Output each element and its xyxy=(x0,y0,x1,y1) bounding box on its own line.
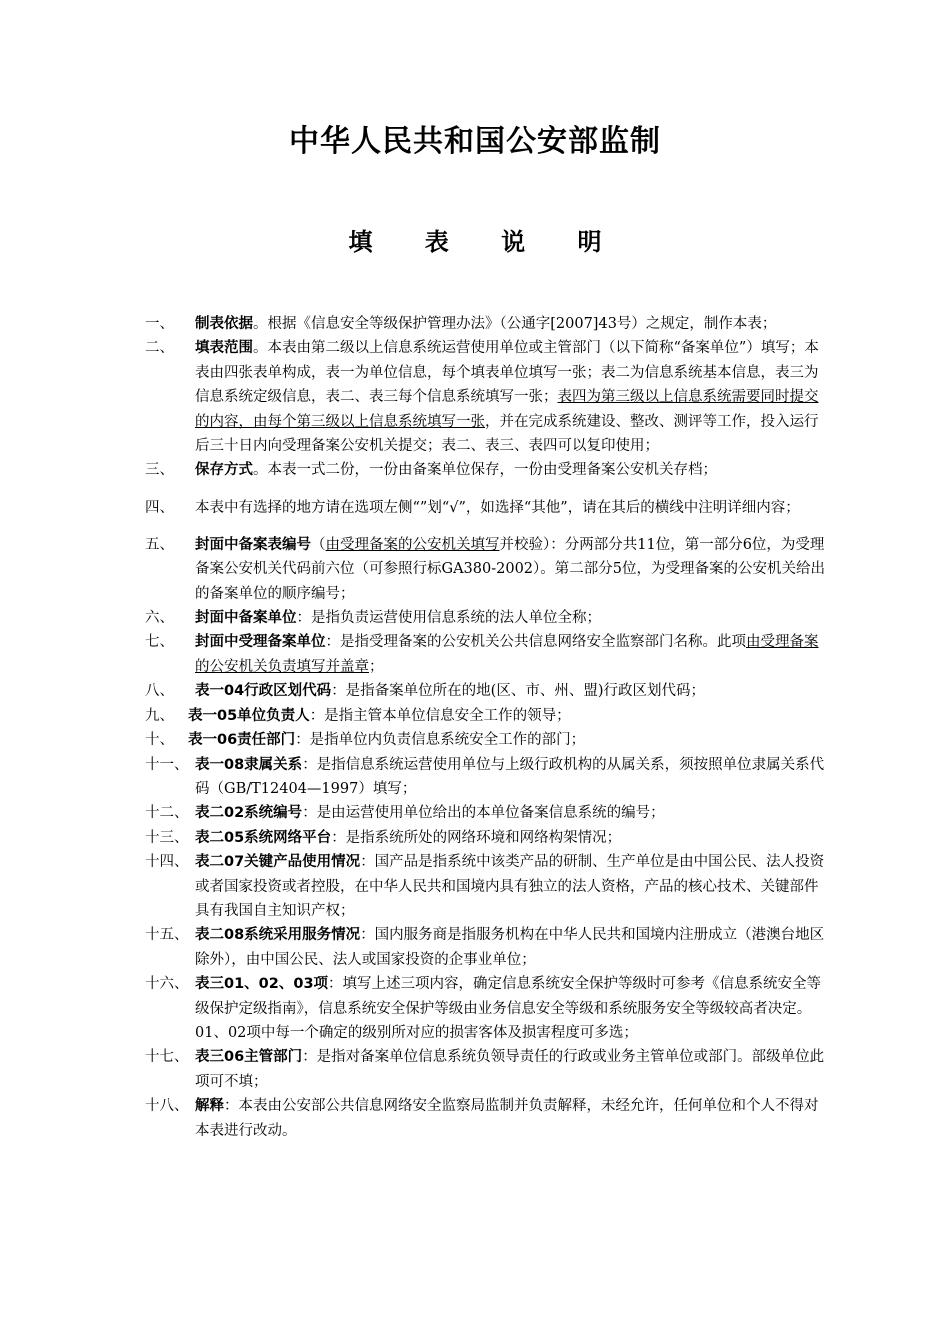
instructions-list xyxy=(145,312,825,1143)
list-item: 八、 表一04行政区划代码：是指备案单位所在的地(区、市、州、盟)行政区划代码； xyxy=(145,683,705,700)
list-item: 九、 表一05单位负责人：是指主管本单位信息安全工作的领导； xyxy=(145,707,571,724)
page-header: 中华人民共和国公安部监制 xyxy=(289,124,661,159)
page-title: 填 表 说 明 xyxy=(348,227,624,256)
list-item: 五、 封面中备案表编号（由受理备案的公安机关填写并校验）：分两部分共11位，第一部分6位，为受理备案公安机关代码前六位（可参照行标GA380-2002）。第二部分5位，为受理备案的公安机关给出的备案单位的顺序编号； xyxy=(145,536,826,602)
list-item: 十七、 表三06主管部门：是指对备案单位信息系统负领导责任的行政或业务主管单位或部门。部级单位此项可不填； xyxy=(145,1049,825,1090)
list-item: 四、 本表中有选择的地方请在选项左侧“”划“√”，如选择“其他”，请在其后的横线中注明详细内容； xyxy=(145,499,800,516)
list-item: 十二、 表二02系统编号：是由运营使用单位给出的本单位备案信息系统的编号； xyxy=(145,805,665,822)
list-item: 三、 保存方式。本表一式二份，一份由备案单位保存，一份由受理备案公安机关存档； xyxy=(145,462,717,479)
list-item: 十八、 解释：本表由公安部公共信息网络安全监察局监制并负责解释，未经允许，任何单位和个人不得对本表进行改动。 xyxy=(145,1098,819,1139)
list-item: 十一、 表一08隶属关系：是指信息系统运营使用单位与上级行政机构的从属关系，须按照单位隶属关系代码（GB/T12404—1997）填写； xyxy=(145,756,825,797)
list-item: 十四、 表二07关键产品使用情况：国产品是指系统中该类产品的研制、生产单位是由中国公民、法人投资或者国家投资或者控股，在中华人民共和国境内具有独立的法人资格，产品的核心技术、关键部件具有我国自主知识产权； xyxy=(145,854,825,919)
list-item: 六、 封面中备案单位：是指负责运营使用信息系统的法人单位全称； xyxy=(145,610,601,627)
list-item: 七、 封面中受理备案单位：是指受理备案的公安机关公共信息网络安全监察部门名称。此项由受理备案的公安机关负责填写并盖章； xyxy=(145,634,819,675)
list-item: 十三、 表二05系统网络平台：是指系统所处的网络环境和网络构架情况； xyxy=(145,829,622,846)
list-item: 一、 制表依据。根据《信息安全等级保护管理办法》（公通字[2007]43号）之规定，制作本表； xyxy=(145,316,777,332)
list-item: 十五、 表二08系统采用服务情况：国内服务商是指服务机构在中华人民共和国境内注册成立（港澳台地区除外），由中国公民、法人或国家投资的企事业单位； xyxy=(145,927,825,968)
list-item: 十六、 表三01、02、03项：填写上述三项内容，确定信息系统安全保护等级时可参考《信息系统安全等级保护定级指南》，信息系统安全保护等级由业务信息安全等级和系统服务安全等级较高者决定。01、02项中每一个确定的级别所对应的损害客体及损害程度可多选； xyxy=(145,976,822,1041)
list-item: 十、 表一06责任部门：是指单位内负责信息系统安全工作的部门； xyxy=(145,732,586,749)
list-item: 二、 填表范围。本表由第二级以上信息系统运营使用单位或主管部门（以下简称“备案单位”）填写；本表由四张表单构成，表一为单位信息，每个填表单位填写一张；表二为信息系统基本信息，表三为信息系统定级信息，表二、表三每个信息系统填写一张；表四为第三级以上信息系统需要同时提交的内容，由每个第三级以上信息系统填写一张，并在完成系统建设、整改、测评等工作，投入运行后三十日内向受理备案公安机关提交；表二、表三、表四可以复印使用； xyxy=(145,340,819,455)
